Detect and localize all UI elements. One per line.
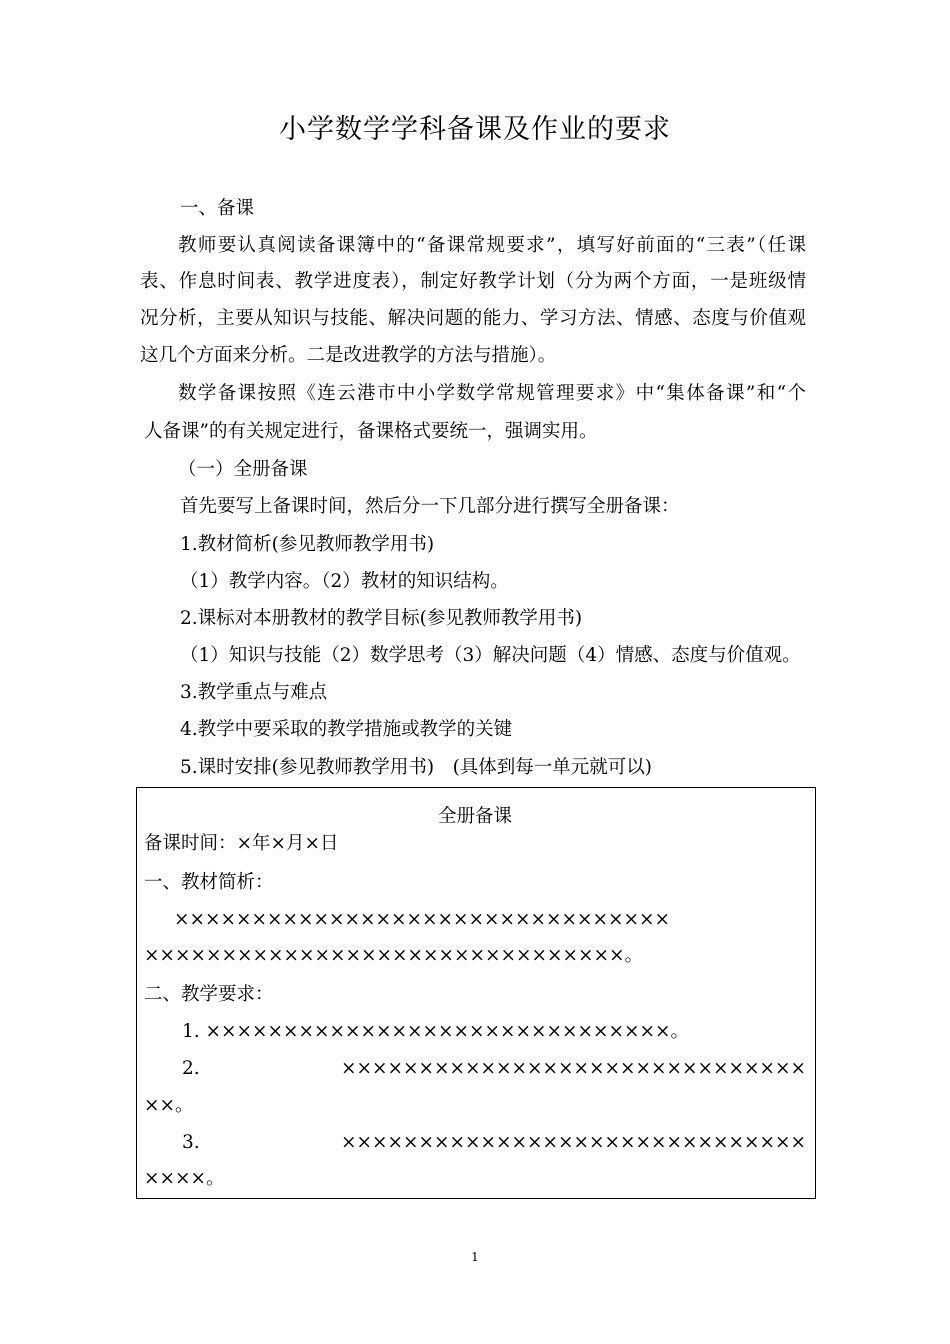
intro-line: 首先要写上备课时间，然后分一下几部分进行撰写全册备课： xyxy=(180,496,680,517)
paragraph-line: 数学备课按照《连云港市中小学数学常规管理要求》中“集体备课”和“个 xyxy=(178,383,806,404)
list-item: 5.课时安排(参见教师教学用书) (具体到每一单元就可以) xyxy=(180,757,653,778)
template-text-line: ××××。 xyxy=(144,1168,225,1189)
list-item: 4.教学中要采取的教学措施或教学的关键 xyxy=(180,719,513,740)
list-item: 2.课标对本册教材的教学目标(参见教师教学用书) xyxy=(180,608,583,629)
template-text-line: ×××××××××××××××××××××××××××××××× xyxy=(174,909,671,930)
template-part1-heading: 一、教材简析： xyxy=(144,872,274,893)
template-time-line: 备课时间：×年×月×日 xyxy=(144,833,339,854)
template-text-line: ×××××××××××××××××××××××××××××××。 xyxy=(144,945,644,966)
paragraph-line: 表、作息时间表、教学进度表），制定好教学计划（分为两个方面，一是班级情 xyxy=(140,271,806,292)
list-item: 3.教学重点与难点 xyxy=(180,682,328,703)
template-box-title: 全册备课 xyxy=(437,806,512,827)
sub-heading-full-volume: （一）全册备课 xyxy=(178,459,308,480)
list-item: 1.教材简析(参见教师教学用书) xyxy=(180,534,435,555)
template-requirement: 1. ××××××××××××××××××××××××××××××。 xyxy=(182,1021,690,1042)
template-text-line: ××。 xyxy=(144,1095,194,1116)
list-item: （1）教学内容。（2）教材的知识结构。 xyxy=(180,571,509,592)
paragraph-line: 教师要认真阅读备课簿中的“备课常规要求”，填写好前面的“三表”（任课 xyxy=(178,235,806,256)
paragraph-line: 人备课”的有关规定进行，备课格式要统一，强调实用。 xyxy=(144,421,598,442)
paragraph-line: 况分析，主要从知识与技能、解决问题的能力、学习方法、情感、态度与价值观 xyxy=(140,308,806,329)
template-part2-heading: 二、教学要求： xyxy=(144,984,274,1005)
page-number: 1 xyxy=(471,1250,479,1264)
template-requirement: 3. ×××××××××××××××××××××××××××××× xyxy=(182,1132,806,1153)
list-item: （1）知识与技能（2）数学思考（3）解决问题（4）情感、态度与价值观。 xyxy=(180,645,801,666)
template-requirement: 2. ×××××××××××××××××××××××××××××× xyxy=(182,1058,806,1079)
paragraph-line: 这几个方面来分析。二是改进教学的方法与措施）。 xyxy=(140,345,557,366)
page-title: 小学数学学科备课及作业的要求 xyxy=(279,114,671,145)
section-heading-lesson-prep: 一、备课 xyxy=(180,198,255,219)
